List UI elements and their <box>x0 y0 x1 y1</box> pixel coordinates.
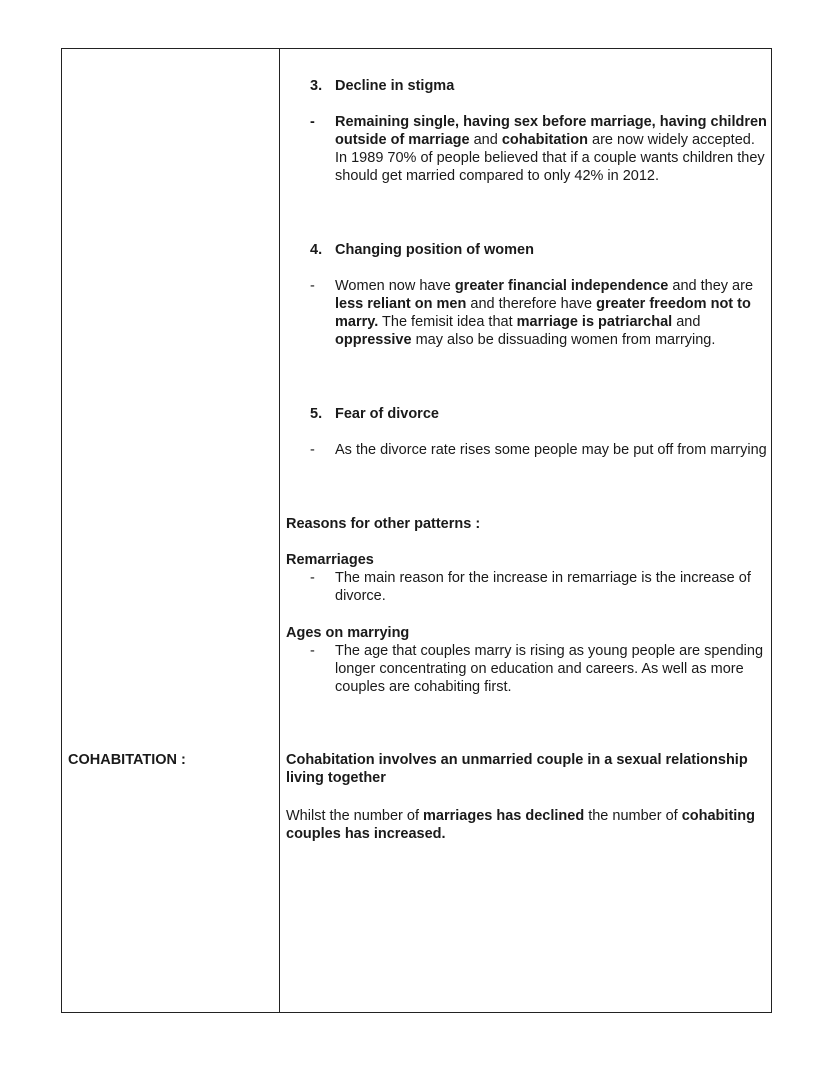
emphasis-text: cohabitation <box>501 132 589 148</box>
body-text: are now widely accepted. In 1989 70% of people believed that if a couple wants children they should get married compared to only 42% in 2012. <box>335 132 765 184</box>
body-text: Whilst the number of <box>286 808 423 824</box>
emphasis-text: less reliant on men <box>335 296 467 312</box>
cohabitation-trend <box>286 807 766 843</box>
ages-title: Ages on marrying <box>286 625 410 641</box>
reason-heading <box>310 241 534 259</box>
emphasis-text: oppressive <box>335 332 412 348</box>
emphasis-text: Remaining single, having sex before marriage, having children outside of marriage <box>335 114 767 148</box>
remarriages-title: Remarriages <box>286 552 374 568</box>
dash-marker: - <box>310 570 315 586</box>
emphasis-text: cohabiting couples has increased. <box>286 808 756 842</box>
body-text: and they are <box>668 278 754 294</box>
body-text: and <box>672 314 701 330</box>
reason-number: 4. <box>310 242 323 258</box>
reason-text <box>335 113 770 185</box>
body-text: As the divorce rate rises some people may be put off from marrying <box>335 442 767 458</box>
body-text: The femisit idea that <box>378 314 517 330</box>
cohabitation-topic-label: COHABITATION : <box>68 752 186 768</box>
reason-number: 5. <box>310 406 323 422</box>
dash-marker: - <box>310 114 315 130</box>
content-column <box>280 49 771 1012</box>
topic-column <box>62 49 280 1012</box>
remarriages-bullet <box>310 569 770 605</box>
body-text: the number of <box>584 808 682 824</box>
reason-bullet <box>310 113 770 185</box>
emphasis-text: greater freedom not to marry. <box>335 296 751 330</box>
reason-text <box>335 277 770 349</box>
dash-marker: - <box>310 442 315 458</box>
emphasis-text: marriage is patriarchal <box>516 314 673 330</box>
dash-marker: - <box>310 278 315 294</box>
body-text: may also be dissuading women from marrying. <box>411 332 716 348</box>
reason-heading <box>310 405 439 423</box>
reason-heading <box>310 77 454 95</box>
reason-bullet <box>310 441 770 459</box>
emphasis-text: greater financial independence <box>454 278 669 294</box>
emphasis-text: marriages has declined <box>423 808 585 824</box>
body-text: and <box>469 132 502 148</box>
body-text: Women now have <box>335 278 455 294</box>
reason-number: 3. <box>310 78 323 94</box>
body-text: and therefore have <box>466 296 597 312</box>
reason-title: Decline in stigma <box>335 78 455 94</box>
reason-bullet <box>310 277 770 349</box>
ages-text: The age that couples marry is rising as young people are spending longer concentrating on education and careers. As well as more couples are cohabiting first. <box>335 643 764 695</box>
dash-marker: - <box>310 643 315 659</box>
reason-title: Changing position of women <box>335 242 534 258</box>
remarriages-text: The main reason for the increase in remarriage is the increase of divorce. <box>335 570 751 604</box>
other-patterns-title: Reasons for other patterns : <box>286 516 481 532</box>
reason-title: Fear of divorce <box>335 406 439 422</box>
reason-text <box>335 441 770 459</box>
cohabitation-definition: Cohabitation involves an unmarried couple in a sexual relationship living together <box>286 752 748 786</box>
notes-table <box>61 48 772 1013</box>
ages-bullet <box>310 642 770 696</box>
